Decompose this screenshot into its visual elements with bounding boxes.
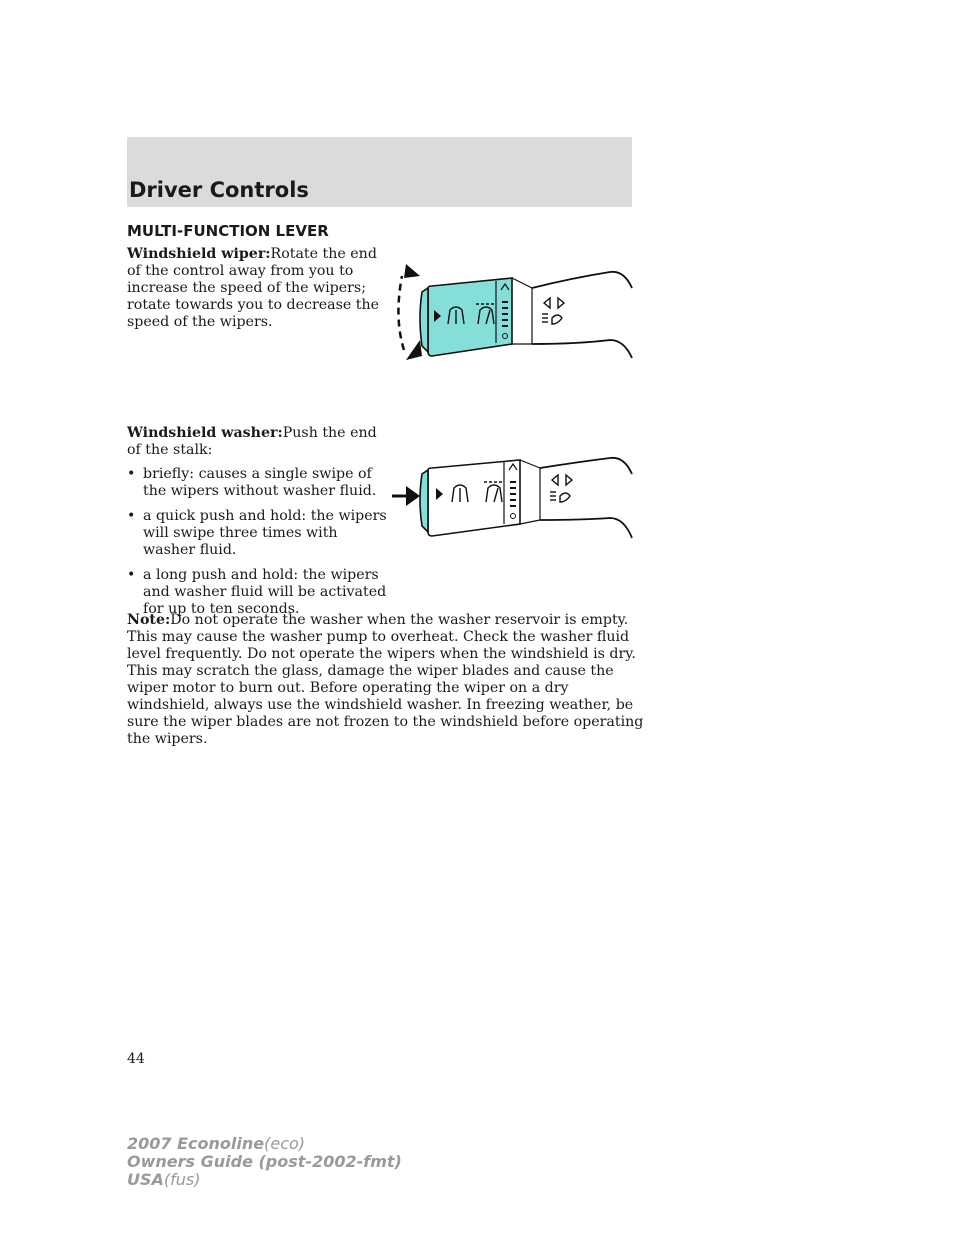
footer-model-code: (eco) (264, 1134, 306, 1153)
footer-market-code: (fus) (163, 1170, 201, 1189)
wiper-text: Rotate the end of the control away from you to increase the speed of the wipers; rotate towards you to decrease the speed of the wipers. (127, 246, 380, 330)
note-label: Note: (127, 612, 171, 628)
washer-label: Windshield washer: (127, 425, 283, 441)
list-item: • a quick push and hold: the wipers will swipe three times with washer fluid. (127, 508, 387, 558)
footer (127, 1135, 402, 1189)
list-item: • briefly: causes a single swipe of the wipers without washer fluid. (127, 466, 377, 499)
washer-bullet-list (127, 466, 389, 618)
wiper-paragraph (127, 246, 389, 331)
washer-paragraph (127, 425, 389, 626)
section-header: Driver Controls (129, 178, 309, 202)
footer-model: 2007 Econoline (127, 1134, 265, 1153)
turn-signal-icon (550, 475, 572, 502)
list-item: • a long push and hold: the wipers and washer fluid will be activated for up to ten seconds. (127, 567, 387, 617)
wiper-label: Windshield wiper: (127, 246, 271, 262)
push-arrow-icon (406, 486, 420, 506)
footer-guide: Owners Guide (post-2002-fmt) (127, 1152, 402, 1171)
note-paragraph (127, 612, 647, 748)
footer-market: USA (127, 1170, 164, 1189)
wiper-lever-illustration (392, 248, 638, 366)
note-text: Do not operate the washer when the washer reservoir is empty. This may cause the washer pump to overheat. Check the washer fluid level frequently. Do not operate the wipers when the windshield is dry. This may scratch the glass, damage the wiper blades and cause the wiper motor to burn out. Before operating the wiper on a dry windshield, always use the windshield washer. In freezing weather, be sure the wiper blades are not frozen to the windshield before operating the wipers. (127, 612, 644, 747)
washer-lever-illustration (392, 452, 638, 548)
turn-signal-icon (542, 298, 564, 324)
page-title: MULTI-FUNCTION LEVER (127, 222, 329, 240)
washer-text: Push the end of the stalk: (127, 425, 377, 458)
page-number: 44 (127, 1051, 145, 1067)
